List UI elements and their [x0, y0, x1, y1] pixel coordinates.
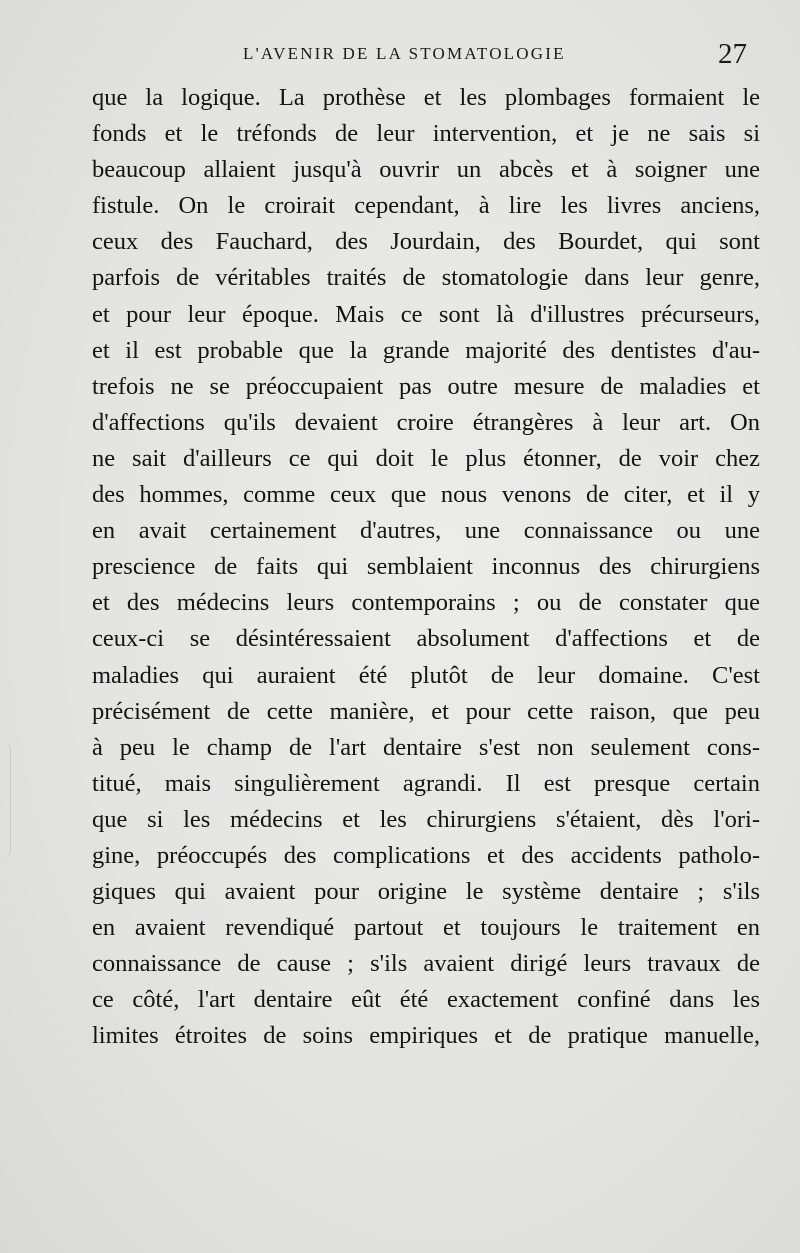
text-line: giques qui avaient pour origine le système dentaire ; s'ils: [92, 878, 760, 906]
text-line: fistule. On le croirait cependant, à lire les livres anciens,: [92, 192, 760, 220]
text-line: maladies qui auraient été plutôt de leur domaine. C'est: [92, 661, 760, 689]
text-line: des hommes, comme ceux que nous venons de citer, et il y: [92, 481, 760, 509]
text-line: parfois de véritables traités de stomatologie dans leur genre,: [92, 264, 760, 292]
text-line: titué, mais singulièrement agrandi. Il est presque certain: [92, 769, 760, 797]
body-text: [92, 80, 760, 1055]
page-number: 27: [718, 38, 747, 70]
text-line: prescience de faits qui semblaient inconnus des chirurgiens: [92, 553, 760, 581]
page-edge-shadow: [0, 740, 11, 860]
text-line: d'affections qu'ils devaient croire étrangères à leur art. On: [92, 408, 760, 436]
text-line: à peu le champ de l'art dentaire s'est non seulement cons-: [92, 733, 760, 761]
text-line: en avait certainement d'autres, une connaissance ou une: [92, 517, 760, 545]
text-line: ce côté, l'art dentaire eût été exactement confiné dans les: [92, 986, 760, 1014]
text-line: que si les médecins et les chirurgiens s'étaient, dès l'ori-: [92, 805, 760, 833]
text-line: et des médecins leurs contemporains ; ou de constater que: [92, 589, 760, 617]
text-line: et il est probable que la grande majorité des dentistes d'au-: [92, 336, 760, 364]
text-line: ceux des Fauchard, des Jourdain, des Bourdet, qui sont: [92, 228, 760, 256]
text-line: que la logique. La prothèse et les plombages formaient le: [92, 84, 760, 111]
text-line: et pour leur époque. Mais ce sont là d'illustres précurseurs,: [92, 300, 760, 328]
text-line: ceux-ci se désintéressaient absolument d'affections et de: [92, 625, 760, 653]
running-title: L'AVENIR DE LA STOMATOLOGIE: [243, 44, 566, 63]
text-line: connaissance de cause ; s'ils avaient dirigé leurs travaux de: [92, 950, 760, 978]
text-line: beaucoup allaient jusqu'à ouvrir un abcès et à soigner une: [92, 156, 760, 184]
text-line: trefois ne se préoccupaient pas outre mesure de maladies et: [92, 372, 760, 400]
text-line: ne sait d'ailleurs ce qui doit le plus étonner, de voir chez: [92, 444, 760, 472]
text-line: limites étroites de soins empiriques et de pratique manuelle,: [92, 1022, 760, 1050]
text-line: gine, préoccupés des complications et des accidents patholo-: [92, 841, 760, 869]
text-line: fonds et le tréfonds de leur intervention, et je ne sais si: [92, 120, 760, 148]
text-line: précisément de cette manière, et pour cette raison, que peu: [92, 697, 760, 725]
text-line: en avaient revendiqué partout et toujours le traitement en: [92, 914, 760, 942]
page-header: [0, 40, 800, 74]
